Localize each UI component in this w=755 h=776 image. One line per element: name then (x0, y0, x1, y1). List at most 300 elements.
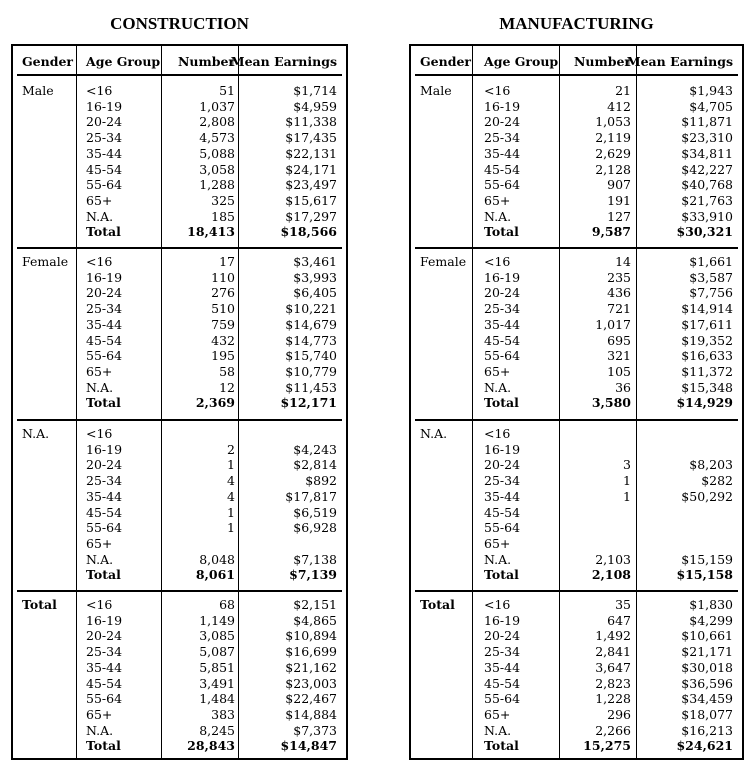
table-row (411, 567, 742, 583)
number-cell: 8,245 (199, 722, 235, 738)
age-group-cell: N.A. (484, 208, 512, 224)
table-row (13, 691, 346, 707)
age-group-cell: Total (484, 567, 519, 583)
age-group-cell: 16-19 (86, 269, 123, 285)
age-group-cell: 35-44 (484, 316, 521, 332)
number-cell: 3,491 (199, 675, 235, 691)
age-group-cell: 55-64 (86, 691, 123, 707)
age-group-cell: 35-44 (484, 659, 521, 675)
number-cell: 18,413 (187, 224, 235, 240)
table-row (13, 317, 346, 333)
mean-earnings-cell: $23,003 (285, 675, 337, 691)
gender-label: Male (420, 83, 452, 98)
number-cell: 1,288 (199, 177, 235, 193)
table-row (411, 613, 742, 629)
table-row (411, 473, 742, 489)
age-group-cell: 65+ (484, 706, 511, 722)
number-cell: 8,061 (195, 567, 235, 583)
table-row (13, 426, 346, 442)
number-cell: 36 (615, 379, 631, 395)
table-row (411, 520, 742, 536)
gender-label: Female (22, 254, 69, 269)
age-group-cell: 20-24 (86, 114, 123, 130)
number-cell: 510 (211, 301, 235, 317)
mean-earnings-cell: $33,910 (681, 208, 733, 224)
number-cell: 1 (623, 488, 631, 504)
table-row (411, 364, 742, 380)
number-cell: 325 (211, 192, 235, 208)
age-group-cell: 16-19 (86, 612, 123, 628)
table-row (411, 457, 742, 473)
table-row (13, 333, 346, 349)
number-cell: 907 (607, 177, 631, 193)
table-row (13, 130, 346, 146)
number-cell: 3 (623, 457, 631, 473)
gender-label: N.A. (420, 426, 448, 441)
header-divider (415, 74, 738, 76)
table-row (411, 348, 742, 364)
mean-earnings-cell: $23,310 (681, 130, 733, 146)
number-cell: 14 (615, 254, 631, 269)
number-cell: 695 (607, 332, 631, 348)
number-cell: 3,085 (199, 628, 235, 644)
mean-earnings-cell: $14,914 (681, 301, 733, 317)
number-cell: 276 (211, 285, 235, 301)
table-row (411, 177, 742, 193)
age-group-cell: <16 (484, 83, 511, 98)
age-group-cell: 35-44 (484, 145, 521, 161)
number-cell: 432 (211, 332, 235, 348)
mean-earnings-cell: $7,373 (293, 722, 337, 738)
table-row (411, 285, 742, 301)
gender-label: Total (22, 597, 57, 612)
age-group-cell: 16-19 (484, 441, 521, 457)
age-group-cell: 45-54 (484, 504, 521, 520)
number-cell: 2,119 (595, 130, 631, 146)
age-group-cell: 25-34 (86, 644, 123, 660)
mean-earnings-cell: $10,894 (285, 628, 337, 644)
table-row (411, 162, 742, 178)
number-cell: 35 (615, 597, 631, 612)
age-group-cell: Total (484, 738, 519, 754)
number-cell: 383 (211, 706, 235, 722)
age-group-cell: 25-34 (86, 301, 123, 317)
table-row (13, 567, 346, 583)
table-row (13, 473, 346, 489)
header-row (13, 52, 346, 72)
table-row (411, 209, 742, 225)
age-group-cell: Total (86, 567, 121, 583)
table-row (13, 83, 346, 99)
number-cell: 1,037 (199, 98, 235, 114)
number-cell: 2,103 (595, 551, 631, 567)
age-group-cell: 45-54 (484, 332, 521, 348)
age-group-cell: 20-24 (86, 457, 123, 473)
number-cell: 51 (219, 83, 235, 98)
number-cell: 1 (623, 473, 631, 489)
mean-earnings-cell: $6,928 (293, 520, 337, 536)
table-row (13, 364, 346, 380)
number-cell: 1,149 (199, 612, 235, 628)
table-row (13, 536, 346, 552)
mean-earnings-cell: $30,321 (676, 224, 733, 240)
age-group-cell: 25-34 (484, 644, 521, 660)
header-gender: Gender (22, 54, 73, 69)
table-row (411, 426, 742, 442)
mean-earnings-cell: $22,467 (285, 691, 337, 707)
number-cell: 5,088 (199, 145, 235, 161)
age-group-cell: 16-19 (484, 612, 521, 628)
table-row (411, 333, 742, 349)
mean-earnings-cell: $4,959 (293, 98, 337, 114)
mean-earnings-cell: $10,661 (681, 628, 733, 644)
age-group-cell: N.A. (86, 722, 114, 738)
mean-earnings-cell: $21,162 (285, 659, 337, 675)
age-group-cell: 45-54 (86, 161, 123, 177)
number-cell: 321 (607, 348, 631, 364)
mean-earnings-cell: $4,865 (293, 612, 337, 628)
age-group-cell: 35-44 (484, 488, 521, 504)
table-row (13, 613, 346, 629)
number-cell: 1 (227, 520, 235, 536)
number-cell: 2,108 (591, 567, 631, 583)
table-row (411, 130, 742, 146)
age-group-cell: 45-54 (86, 675, 123, 691)
number-cell: 3,058 (199, 161, 235, 177)
table-row (13, 505, 346, 521)
table-row (13, 628, 346, 644)
table-row (411, 193, 742, 209)
number-cell: 3,580 (591, 395, 631, 411)
number-cell: 185 (211, 208, 235, 224)
table-row (13, 270, 346, 286)
mean-earnings-cell: $3,993 (293, 269, 337, 285)
header-row (411, 52, 742, 72)
table-row (13, 193, 346, 209)
table-row (13, 707, 346, 723)
mean-earnings-cell: $4,299 (689, 612, 733, 628)
number-cell: 4 (227, 473, 235, 489)
mean-earnings-cell: $18,566 (280, 224, 337, 240)
age-group-cell: 55-64 (484, 177, 521, 193)
number-cell: 191 (607, 192, 631, 208)
age-group-cell: <16 (86, 254, 113, 269)
age-group-cell: Total (484, 224, 519, 240)
number-cell: 1,017 (595, 316, 631, 332)
mean-earnings-cell: $10,779 (285, 363, 337, 379)
table-row (411, 505, 742, 521)
age-group-cell: 20-24 (484, 628, 521, 644)
mean-earnings-cell: $3,461 (293, 254, 337, 269)
mean-earnings-cell: $3,587 (689, 269, 733, 285)
age-group-cell: 45-54 (484, 675, 521, 691)
mean-earnings-cell: $50,292 (681, 488, 733, 504)
number-cell: 2,128 (595, 161, 631, 177)
mean-earnings-cell: $892 (305, 473, 337, 489)
table-row (411, 597, 742, 613)
table-row (411, 552, 742, 568)
number-cell: 5,851 (199, 659, 235, 675)
mean-earnings-cell: $14,929 (676, 395, 733, 411)
number-cell: 15,275 (583, 738, 631, 754)
age-group-cell: N.A. (86, 551, 114, 567)
mean-earnings-cell: $17,611 (681, 316, 733, 332)
age-group-cell: 25-34 (86, 130, 123, 146)
header-mean-earnings: Mean Earnings (230, 54, 337, 69)
number-cell: 5,087 (199, 644, 235, 660)
mean-earnings-cell: $24,171 (285, 161, 337, 177)
table-row (411, 301, 742, 317)
mean-earnings-cell: $18,077 (681, 706, 733, 722)
table-row (411, 380, 742, 396)
table-row (13, 285, 346, 301)
mean-earnings-cell: $40,768 (681, 177, 733, 193)
table-row (411, 660, 742, 676)
table-row (13, 395, 346, 411)
mean-earnings-cell: $14,679 (285, 316, 337, 332)
table-row (13, 442, 346, 458)
age-group-cell: 55-64 (484, 520, 521, 536)
mean-earnings-cell: $14,773 (285, 332, 337, 348)
group-divider (17, 590, 342, 592)
table-row (13, 723, 346, 739)
table-row (411, 489, 742, 505)
mean-earnings-cell: $24,621 (676, 738, 733, 754)
table-row (411, 224, 742, 240)
number-cell: 1,492 (595, 628, 631, 644)
age-group-cell: 20-24 (484, 457, 521, 473)
gender-label: Total (420, 597, 455, 612)
mean-earnings-cell: $16,699 (285, 644, 337, 660)
mean-earnings-cell: $42,227 (681, 161, 733, 177)
group-divider (17, 419, 342, 421)
mean-earnings-cell: $1,943 (689, 83, 733, 98)
age-group-cell: 25-34 (484, 130, 521, 146)
mean-earnings-cell: $7,756 (689, 285, 733, 301)
age-group-cell: 45-54 (86, 332, 123, 348)
mean-earnings-cell: $6,519 (293, 504, 337, 520)
table-row (411, 395, 742, 411)
number-cell: 4 (227, 488, 235, 504)
age-group-cell: 45-54 (86, 504, 123, 520)
age-group-cell: <16 (484, 426, 511, 441)
number-cell: 2,629 (595, 145, 631, 161)
age-group-cell: 45-54 (484, 161, 521, 177)
number-cell: 9,587 (591, 224, 631, 240)
mean-earnings-cell: $10,221 (285, 301, 337, 317)
table-row (411, 707, 742, 723)
table-row (13, 457, 346, 473)
table-row (13, 114, 346, 130)
age-group-cell: 65+ (484, 535, 511, 551)
number-cell: 2,808 (199, 114, 235, 130)
table-row (13, 380, 346, 396)
table-row (411, 83, 742, 99)
table-row (13, 520, 346, 536)
gender-label: Male (22, 83, 54, 98)
table-row (13, 489, 346, 505)
mean-earnings-cell: $11,372 (681, 363, 733, 379)
number-cell: 647 (607, 612, 631, 628)
table-row (411, 99, 742, 115)
mean-earnings-cell: $15,348 (681, 379, 733, 395)
mean-earnings-cell: $2,814 (293, 457, 337, 473)
table-row (411, 114, 742, 130)
mean-earnings-cell: $7,139 (289, 567, 337, 583)
mean-earnings-cell: $15,740 (285, 348, 337, 364)
table-row (411, 691, 742, 707)
table-row (411, 317, 742, 333)
age-group-cell: <16 (86, 426, 113, 441)
mean-earnings-cell: $4,243 (293, 441, 337, 457)
mean-earnings-cell: $17,817 (285, 488, 337, 504)
number-cell: 2,823 (595, 675, 631, 691)
age-group-cell: 35-44 (86, 316, 123, 332)
table-row (411, 628, 742, 644)
mean-earnings-cell: $16,213 (681, 722, 733, 738)
age-group-cell: Total (86, 224, 121, 240)
number-cell: 2,369 (195, 395, 235, 411)
mean-earnings-cell: $19,352 (681, 332, 733, 348)
table-row (411, 723, 742, 739)
header-number: Number (573, 54, 631, 69)
age-group-cell: Total (484, 395, 519, 411)
age-group-cell: 35-44 (86, 145, 123, 161)
mean-earnings-cell: $36,596 (681, 675, 733, 691)
table-row (13, 209, 346, 225)
mean-earnings-cell: $34,811 (681, 145, 733, 161)
mean-earnings-cell: $34,459 (681, 691, 733, 707)
mean-earnings-cell: $2,151 (293, 597, 337, 612)
mean-earnings-cell: $22,131 (285, 145, 337, 161)
age-group-cell: 20-24 (86, 285, 123, 301)
age-group-cell: 55-64 (484, 691, 521, 707)
age-group-cell: 25-34 (484, 473, 521, 489)
number-cell: 110 (211, 269, 235, 285)
number-cell: 12 (219, 379, 235, 395)
number-cell: 296 (607, 706, 631, 722)
age-group-cell: N.A. (86, 208, 114, 224)
age-group-cell: Total (86, 395, 121, 411)
age-group-cell: <16 (484, 254, 511, 269)
mean-earnings-cell: $21,763 (681, 192, 733, 208)
mean-earnings-cell: $6,405 (293, 285, 337, 301)
age-group-cell: 20-24 (484, 285, 521, 301)
panel-title: MANUFACTURING (499, 14, 654, 33)
table-row (13, 224, 346, 240)
mean-earnings-cell: $1,830 (689, 597, 733, 612)
table-box (409, 44, 744, 760)
header-divider (17, 74, 342, 76)
age-group-cell: 65+ (484, 363, 511, 379)
age-group-cell: 65+ (86, 706, 113, 722)
gender-label: Female (420, 254, 467, 269)
age-group-cell: N.A. (484, 722, 512, 738)
age-group-cell: 20-24 (86, 628, 123, 644)
age-group-cell: 16-19 (484, 269, 521, 285)
number-cell: 2 (227, 441, 235, 457)
age-group-cell: 35-44 (86, 659, 123, 675)
group-divider (415, 419, 738, 421)
mean-earnings-cell: $16,633 (681, 348, 733, 364)
table-box (11, 44, 348, 760)
age-group-cell: 65+ (86, 363, 113, 379)
number-cell: 436 (607, 285, 631, 301)
table-row (13, 676, 346, 692)
group-divider (17, 247, 342, 249)
table-row (411, 536, 742, 552)
number-cell: 105 (607, 363, 631, 379)
age-group-cell: N.A. (86, 379, 114, 395)
header-gender: Gender (420, 54, 471, 69)
number-cell: 4,573 (199, 130, 235, 146)
age-group-cell: Total (86, 738, 121, 754)
table-row (13, 146, 346, 162)
header-age-group: Age Group (86, 54, 161, 69)
age-group-cell: <16 (484, 597, 511, 612)
mean-earnings-cell: $4,705 (689, 98, 733, 114)
number-cell: 28,843 (187, 738, 235, 754)
age-group-cell: 65+ (86, 535, 113, 551)
number-cell: 68 (219, 597, 235, 612)
table-row (13, 301, 346, 317)
mean-earnings-cell: $14,884 (285, 706, 337, 722)
age-group-cell: 55-64 (86, 177, 123, 193)
age-group-cell: N.A. (484, 551, 512, 567)
mean-earnings-cell: $30,018 (681, 659, 733, 675)
mean-earnings-cell: $8,203 (689, 457, 733, 473)
table-row (13, 177, 346, 193)
table-row (411, 270, 742, 286)
number-cell: 195 (211, 348, 235, 364)
group-divider (415, 247, 738, 249)
mean-earnings-cell: $15,159 (681, 551, 733, 567)
age-group-cell: 55-64 (484, 348, 521, 364)
age-group-cell: 65+ (484, 192, 511, 208)
mean-earnings-cell: $15,617 (285, 192, 337, 208)
table-row (13, 597, 346, 613)
number-cell: 58 (219, 363, 235, 379)
age-group-cell: 25-34 (86, 473, 123, 489)
table-row (411, 676, 742, 692)
number-cell: 17 (219, 254, 235, 269)
mean-earnings-cell: $15,158 (676, 567, 733, 583)
mean-earnings-cell: $23,497 (285, 177, 337, 193)
table-row (411, 442, 742, 458)
table-row (411, 738, 742, 754)
mean-earnings-cell: $12,171 (280, 395, 337, 411)
age-group-cell: 20-24 (484, 114, 521, 130)
table-row (13, 254, 346, 270)
number-cell: 2,266 (595, 722, 631, 738)
number-cell: 2,841 (595, 644, 631, 660)
table-row (13, 552, 346, 568)
table-row (411, 146, 742, 162)
number-cell: 21 (615, 83, 631, 98)
number-cell: 759 (211, 316, 235, 332)
mean-earnings-cell: $11,338 (285, 114, 337, 130)
age-group-cell: 35-44 (86, 488, 123, 504)
table-row (13, 738, 346, 754)
age-group-cell: 25-34 (484, 301, 521, 317)
number-cell: 1 (227, 504, 235, 520)
mean-earnings-cell: $1,714 (293, 83, 337, 98)
mean-earnings-cell: $11,453 (285, 379, 337, 395)
mean-earnings-cell: $14,847 (280, 738, 337, 754)
table-row (13, 99, 346, 115)
mean-earnings-cell: $11,871 (681, 114, 733, 130)
age-group-cell: 55-64 (86, 348, 123, 364)
